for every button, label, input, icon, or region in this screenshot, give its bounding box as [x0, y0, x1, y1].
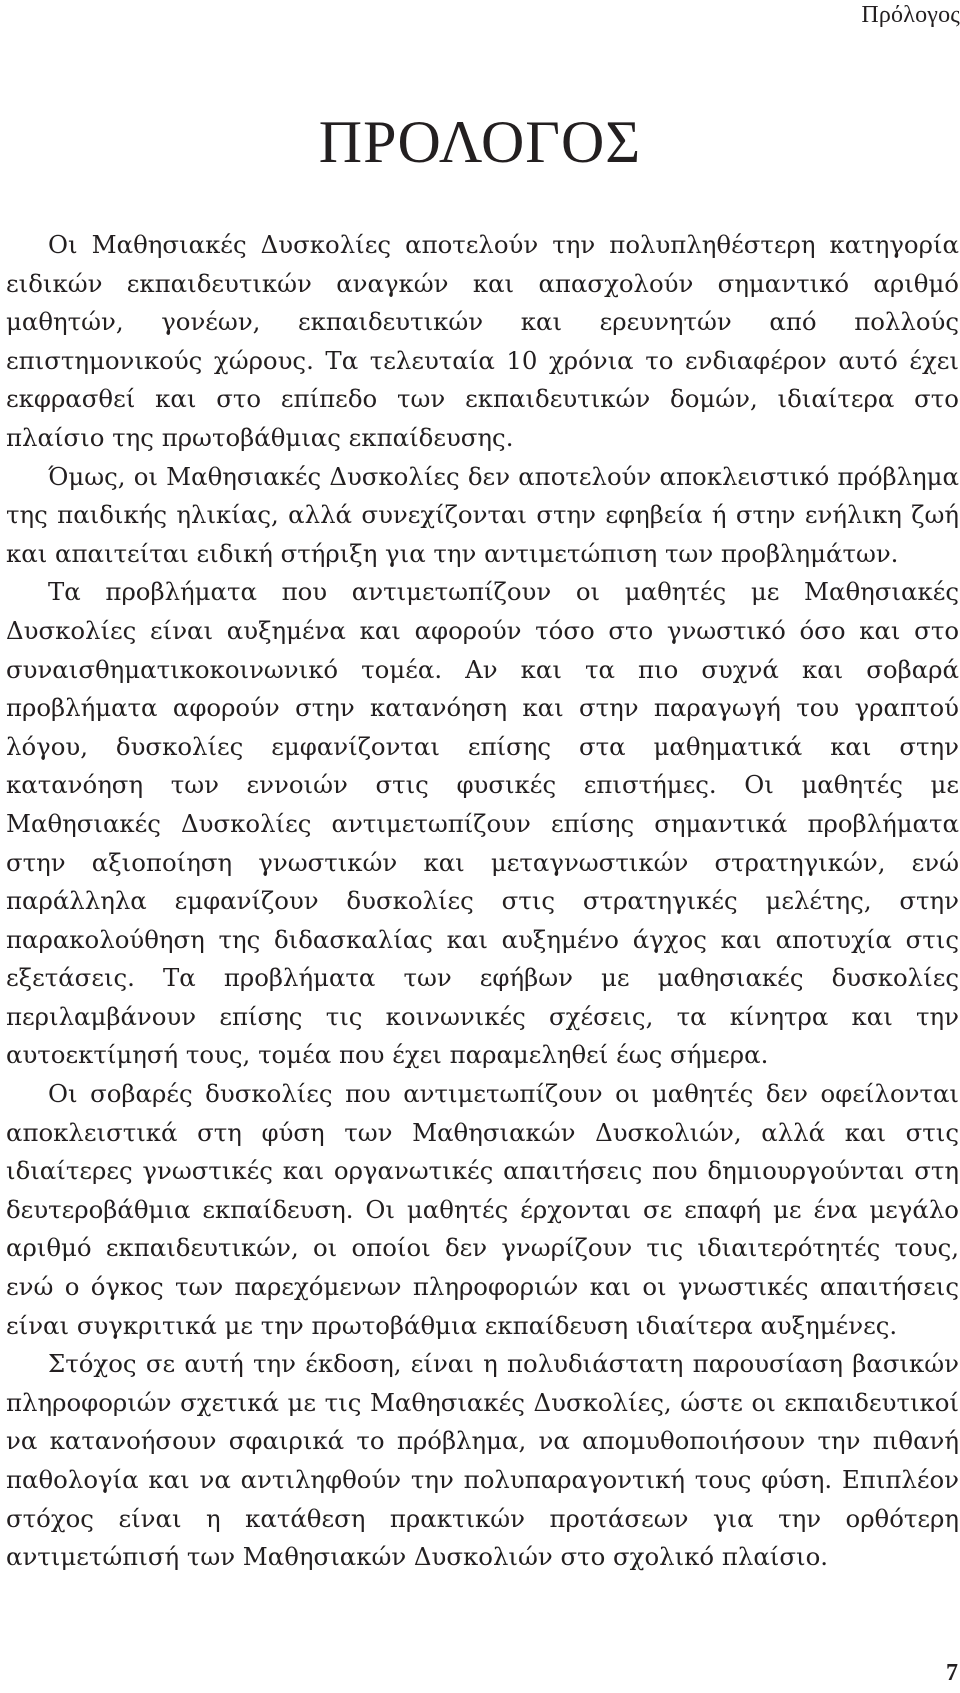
running-header: Πρόλογος [861, 2, 960, 28]
paragraph-1: Οι Μαθησιακές Δυσκολίες αποτελούν την πολυπληθέστερη κατηγορία ειδικών εκπαιδευτικών αναγκών και απασχολούν σημαντικό αριθμό μαθητών, γονέων, εκπαιδευτικών και ερευνητών από πολλούς επιστημονικούς χώρους. Τα τελευταία 10 χρόνια το ενδιαφέρον αυτό έχει εκφρασθεί και στο επίπεδο των εκπαιδευτικών δομών, ιδιαίτερα στο πλαίσιο της πρωτοβάθμιας εκπαίδευσης. [6, 230, 959, 452]
paragraph-3: Τα προβλήματα που αντιμετωπίζουν οι μαθητές με Μαθησιακές Δυσκολίες είναι αυξημένα και αφορούν τόσο στο γνωστικό όσο και στο συναισθηματικοκοινωνικό τομέα. Αν και τα πιο συχνά και σοβαρά προβλήματα αφορούν στην κατανόηση και στην παραγωγή του γραπτού λόγου, δυσκολίες εμφανίζονται επίσης στα μαθηματικά και στην κατανόηση των εννοιών στις φυσικές επιστήμες. Οι μαθητές με Μαθησιακές Δυσκολίες αντιμετωπίζουν επίσης σημαντικά προβλήματα στην αξιοποίηση γνωστικών και μεταγνωστικών στρατηγικών, ενώ παράλληλα εμφανίζουν δυσκολίες στις στρατηγικές μελέτης, στην παρακολούθηση της διδασκαλίας και αυξημένο άγχος και αποτυχία στις εξετάσεις. Τα προβλήματα των εφήβων με μαθησιακές δυσκολίες περιλαμβάνουν επίσης τις κοινωνικές σχέσεις, τα κίνητρα και την αυτοεκτίμησή τους, τομέα που έχει παραμεληθεί έως σήμερα. [6, 577, 959, 1070]
paragraph-5: Στόχος σε αυτή την έκδοση, είναι η πολυδιάστατη παρουσίαση βασικών πληροφοριών σχετικά με τις Μαθησιακές Δυσκολίες, ώστε οι εκπαιδευτικοί να κατανοήσουν σφαιρικά το πρόβλημα, να απομυθοποιήσουν την πιθανή παθολογία και να αντιληφθούν την πολυπαραγοντική τους φύση. Επιπλέον στόχος είναι η κατάθεση πρακτικών προτάσεων για την ορθότερη αντιμετώπισή των Μαθησιακών Δυσκολιών στο σχολικό πλαίσιο. [6, 1349, 959, 1572]
paragraph-2: Όμως, οι Μαθησιακές Δυσκολίες δεν αποτελούν αποκλειστικό πρόβλημα της παιδικής ηλικίας, αλλά συνεχίζονται στην εφηβεία ή στην ενήλικη ζωή και απαιτείται ειδική στήριξη για την αντιμετώπιση των προβλημάτων. [6, 461, 959, 568]
chapter-title: ΠΡΟΛΟΓΟΣ [318, 109, 642, 175]
paragraph-4: Οι σοβαρές δυσκολίες που αντιμετωπίζουν οι μαθητές δεν οφείλονται αποκλειστικά στη φύση των Μαθησιακών Δυσκολιών, αλλά και στις ιδιαίτερες γνωστικές και οργανωτικές απαιτήσεις που δημιουργούνται στη δευτεροβάθμια εκπαίδευση. Οι μαθητές έρχονται σε επαφή με ένα μεγάλο αριθμό εκπαιδευτικών, οι οποίοι δεν γνωρίζουν τις ιδιαιτερότητές τους, ενώ ο όγκος των παρεχόμενων πληροφοριών και οι γνωστικές απαιτήσεις είναι συγκριτικά με την πρωτοβάθμια εκπαίδευση ιδιαίτερα αυξημένες. [6, 1079, 959, 1340]
body-text [6, 226, 959, 1577]
page-number: 7 [946, 1660, 958, 1686]
